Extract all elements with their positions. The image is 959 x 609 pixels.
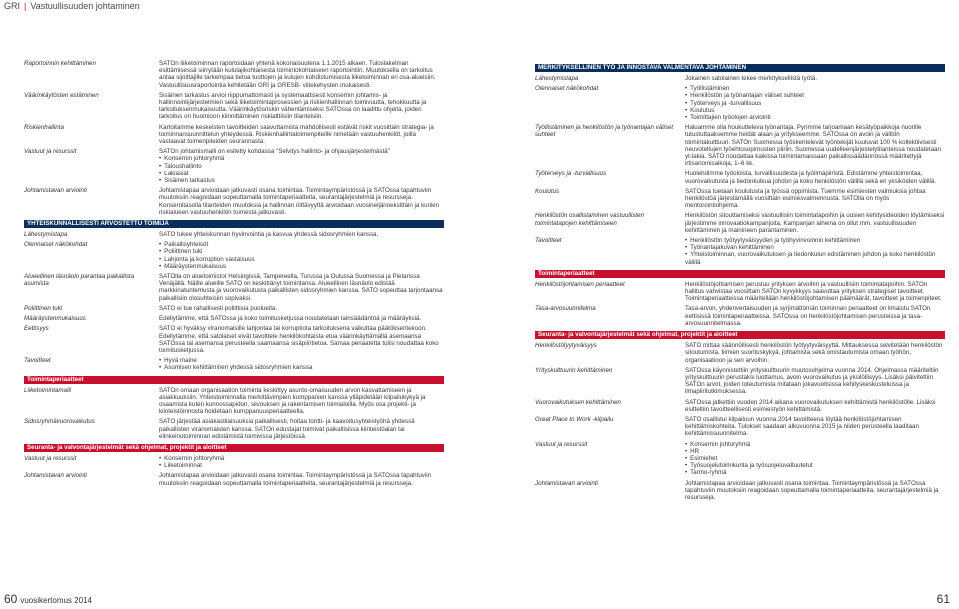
row-paragraph: Johtamistapaa arvioidaan jatkuvasti osana toimintaa. Toimintaympäristössä ja SATOssa tapahtuviin muutoksiin reagoidaan sopeuttamalla toimintaperiaatteita, seurantajärjestelmiä ja resursseja. <box>159 472 432 487</box>
section-band: YHTEISKUNNALLISESTI ARVOSTETTU TOIMIJA <box>24 220 444 228</box>
row-label: Sidosryhmävuorovaikutus <box>24 418 95 426</box>
row-label: Yrityskulttuurin kehittäminen <box>535 366 613 374</box>
row-paragraph: Jokainen satolainen tekee merkityksellistä työtä. <box>685 75 818 82</box>
row-text <box>159 418 444 440</box>
row-label: Vastuut ja resurssit <box>24 454 77 462</box>
row-text <box>159 273 444 302</box>
table-row <box>24 357 444 371</box>
row-label: Johtamistavan arviointi <box>535 479 598 487</box>
row-label: Henkilöstöjohtamisen periaatteet <box>535 280 625 288</box>
page-number: 61 <box>936 592 950 606</box>
section-band: Toimintaperiaatteet <box>24 376 444 384</box>
row-paragraph: SATOn omaan organisaation toiminta keskittyy asunto-omaisuuden arvon kasvattamiseen ja asiakkuuksiin. Yhteistoiminnalla merkittävimpien kumppanien kanssa ylläpidetään kilpailukykyä ja osaamista kuten kunnossapidon, siivouksen ja rakentamisen toimialoilla. Myös osa projekti- ja kiinteistöinnosta hoidetaan kumppanuusperiaatteella. <box>159 386 426 416</box>
section-band: Toimintaperiaatteet <box>535 270 945 278</box>
row-text <box>159 231 444 238</box>
bullet-list <box>685 441 945 477</box>
row-paragraph: Edellytämme, että SATOssa ja koko toimitusketjussa noudatetaan lainsäädäntöä ja määräyksiä. <box>159 315 422 323</box>
row-paragraph: SATOssa jatkettiin vuoden 2014 aikana vuorovaikutuksen kehittämistä henkilöstölle. Lisäksi esitteltiin tavoitteellisesti esimiestyön kehittämistä. <box>685 398 936 413</box>
row-label: Väärinkäytösten estäminen <box>24 91 99 99</box>
table-row <box>24 273 444 302</box>
row-label: Koulutus <box>535 187 560 195</box>
row-paragraph: SATO osallistui kilpailuun vuonna 2014 tavoitteena löytää henkilöstöjohtamisen kehittämiskohteita. Tulokset saadaan alkuvuonna 2015 ja niiden perusteella laaditaan kehittämissuunnitelma. <box>685 415 919 438</box>
table-row <box>24 92 444 121</box>
row-text <box>159 325 444 354</box>
row-label: Vastuut ja resurssit <box>535 440 588 448</box>
page-number: 60 <box>4 592 18 606</box>
row-text <box>685 124 945 167</box>
row-text <box>685 281 945 303</box>
row-text <box>685 237 945 266</box>
row-label: Raportoinnin kehittäminen <box>24 60 96 67</box>
row-paragraph: SATO ei hyväksy viranomaisille lahjontaa tai korruptiota tarkoituksena vaikuttaa päätöksentekoon. Edellytämme, että satolaiset eivät tavoittele henkilökohtaista etua väärinkäyttämällä asemaansa SATOssa tai asemansa perusteella saamaansa sisäpiiritietoa. Samaa periaatetta tulisi noudattaa koko toimitusketjussa. <box>159 325 439 354</box>
row-label: Lähestymistapa <box>535 75 579 82</box>
table-row <box>535 305 945 327</box>
row-paragraph: SATO järjestää asiakastilaisuuksia paikallisesti, hoitaa tontti- ja kaavoitusyhteistyöhä yhdessä paikallisten viranomaisten kanssa. SATOn edustajat toimivat paikallisissa kiinteistöalan tai elinkeinotoiminnan edistämistä toimivissa järjestöissä. <box>159 418 415 440</box>
row-paragraph: SATOn johtamismalli on esitetty kohdassa "Selvitys hallinto- ja ohjausjärjestelmästä" <box>159 148 390 156</box>
publication-name: vuosikertomus 2014 <box>20 596 92 605</box>
row-label: Poliittinen tuki <box>24 304 63 312</box>
row-label: Olennaiset näkökohdat <box>24 241 88 249</box>
row-text <box>159 241 444 270</box>
row-label: Tavoitteet <box>535 237 562 245</box>
bullet-list <box>685 85 945 121</box>
row-text <box>685 212 945 234</box>
list-item: • Lakiasiat <box>159 170 444 177</box>
row-label: Eettisyys <box>24 325 49 333</box>
row-text <box>685 416 945 438</box>
list-item: • Henkilöstön työtyytyväisyyden ja työhyvinvoinnin kehittäminen <box>685 237 945 244</box>
table-row <box>535 416 945 438</box>
section-band: Seuranta- ja valvontajärjestelmät sekä ohjelmat, projektit ja aloitteet <box>535 331 945 339</box>
row-label: Henkilöstötyytyväisyys <box>535 342 597 350</box>
table-row <box>535 75 945 82</box>
right-page <box>535 60 945 504</box>
row-paragraph: SATO mittaa säännöllisesti henkilöstön työtyytyväisyyttä. Mittauksessa selvitetään henkilöstön sitoutumista, tiimien suorituskykyä, johtamista sekä omistautumista omaan työhön, organisaatioon ja sen arvoihin. <box>685 342 943 364</box>
row-label: Tavoitteet <box>24 357 51 365</box>
row-text <box>685 305 945 327</box>
row-paragraph: SATOlla on aluetoimistot Helsingissä, Tampereella, Turussa ja Oulussa Suomessa ja Pietarissa Venäjällä. Näille alueille SATO on keskittänyt toimintansa. Alueellinen läsnäolo edistää markkinatuntemusta ja vuorovaikutusta paikallisten sidosryhmien kanssa. SATO sopeuttaa tarjontaansa paikallisiin olosuhteisiin sopivaksi. <box>159 273 443 302</box>
row-text <box>159 387 444 416</box>
row-paragraph: SATO tukee yhteiskunnan hyvinvointia ja kasvua yhdessä sidosryhmien kanssa. <box>159 231 379 239</box>
row-text <box>685 441 945 477</box>
row-paragraph: SATOn liiketoiminnan raportoidaan yhtenä kokonaisuutena 1.1.2015 alkaen. Tuloslakelman esittämisessä siirrytään kululajikohtaisesta toimintokohtaiseen raportointiin. Muutoksella on tarkoitus antaa sijoittajille tarkempaa tietoa tuottojen ja kulujen kohdistumisesta liiketoiminnan eri osa-alueisiin. Vastuullisuusraportointia kehitetään GRI ja GRESB- viitekehysten mukaisesti. <box>159 60 436 89</box>
table-row <box>535 170 945 184</box>
table-row <box>24 455 444 469</box>
row-text <box>685 170 945 184</box>
list-item: • Henkilöstön ja työnantajan väliset suhteet <box>685 92 945 99</box>
list-item: • Asumisen kehittäminen yhdessä sidosryhmien kanssa <box>159 364 444 371</box>
row-text <box>685 85 945 121</box>
brand: GRI <box>4 1 21 11</box>
bullet-list <box>159 357 444 371</box>
row-label: Määräystenmukaisuus <box>24 315 86 323</box>
row-label: Vastuut ja resurssit <box>24 148 77 156</box>
table-row <box>24 241 444 270</box>
row-label: Olennaiset näkökohdat <box>535 85 599 93</box>
table-row <box>535 188 945 210</box>
list-item: • Sisäinen tarkastus <box>159 177 444 184</box>
list-item: • Lahjonta ja korruption vastaisuus <box>159 256 444 263</box>
list-item: • Poliittinen tuki <box>159 248 444 255</box>
row-paragraph: Henkilöstön sitouttamiseksi vastuullisiin toimintatapoihin ja uusien kehitysideoiden löytämiseksi järjestimme innovaatiokampanjoita. Kampanjan aiheina on ollut mm. vastuullisuuden kehittäminen ja mainineen parantaminen. <box>685 212 945 234</box>
row-text <box>159 187 444 216</box>
row-paragraph: SATO ei tue rahallisesti poliittisia puolueita. <box>159 304 278 312</box>
table-row <box>24 418 444 440</box>
list-item: • Tarmo-ryhmä <box>685 469 945 476</box>
list-item: • Taloushallinto <box>159 163 444 170</box>
footer-right <box>937 592 953 606</box>
list-item: • Esimiehet <box>685 455 945 462</box>
row-label: Vuorovaikutuksen kehittäminen <box>535 398 621 406</box>
section-band: Seuranta- ja valvontajärjestelmät sekä ohjelmat, projektit ja aloitteet <box>24 444 444 452</box>
row-paragraph: Johtamistapaa arvioidaan jatkuvasti osana toimintaa. Toimintaympäristössä ja SATOssa tapahtuviin muutoksiin reagoidaan sopeuttamalla toimintaperiaatteita, seurantajärjestelmiä ja resursseja. Konsernitasolla tilanteiden muutoksia ja hallinnan riittävyyttä arvioidaan vuosineljänneksittäin ja kunkin riskialueen vastuuhenkilön toimesta jatkuvasti. <box>159 187 439 216</box>
row-text <box>685 399 945 413</box>
bullet-list <box>159 155 444 184</box>
row-paragraph: Tasa-arvon, yhdenvertaisuuden ja syrjimättömän toiminnan periaatteet on ilmaistu SATOn eettisissä toimintaperiaatteissa. SATOssa on henkilöstöjohtamisen perusteissa ja tasa-arvosuunnitelmassa. <box>685 305 931 327</box>
list-item: • Konsernin johtoryhmä <box>159 155 444 162</box>
row-label: Henkilöstön osallistaminen vastuullisten toimintatapojen kehittämiseen <box>535 212 645 227</box>
table-row <box>535 441 945 477</box>
list-item: • Koulutus <box>685 107 945 114</box>
row-text <box>159 455 444 469</box>
row-label: Työllistäminen ja henkilöstön ja työnantajan väliset suhteet <box>535 124 674 139</box>
table-row <box>24 148 444 184</box>
row-text <box>159 124 444 146</box>
row-paragraph: Kartoitamme keskeisten tavoitteiden saavuttamista mahdollisesti estävät riskit vuosittain strategia- ja toiminnansuunnittelun yhteydessä. Riskienhallintatoimenpiteille nimetään vastuuhenkilöt, joilla vastaavat toimenpiteiden seurannasta. <box>159 123 434 146</box>
bullet-list <box>159 241 444 270</box>
row-label: Great Place to Work -kilpailu <box>535 415 614 423</box>
table-row <box>24 315 444 322</box>
list-item: • Toimittajien työolojen arviointi <box>685 114 945 121</box>
row-text <box>159 315 444 322</box>
row-label: Riskienhallinta <box>24 123 64 131</box>
row-label: Liiketoimintamalli <box>24 386 72 394</box>
section-band: MERKITYKSELLINEN TYÖ JA INNOSTAVA VALMENTAVA JOHTAMINEN <box>535 64 945 72</box>
table-row <box>24 124 444 146</box>
table-row <box>535 480 945 502</box>
list-item: • Työnantajakuvan kehittäminen <box>685 244 945 251</box>
table-row <box>24 472 444 486</box>
list-item: • Työllistäminen <box>685 85 945 92</box>
table-row <box>24 305 444 312</box>
list-item: • Yhteistoiminnan, vuorovaikutuksen ja tiedonkulun edistäminen johdon ja koko henkilöstön välillä <box>685 251 945 265</box>
row-text <box>685 75 945 82</box>
row-text <box>685 188 945 210</box>
row-text <box>685 480 945 502</box>
row-text <box>685 342 945 364</box>
list-item: • Liiketoiminnat <box>159 462 444 469</box>
row-paragraph: Henkilöstöjohtamisen perustuu yrityksen arvoihin ja vastuullisiin toimintatapoihin. SATOn hallitus vahvistaa vuosittain SATOn kyvykkyys saavuttaa yrityksen strategiset tavoitteet. Toimintaperiaatteissa määritellään henkilöstöjohtamisen päämäärät, tavoitteet ja toimenpiteet. <box>685 280 942 303</box>
left-page <box>24 60 444 490</box>
row-label: Johtamistavan arviointi <box>24 187 87 195</box>
table-row <box>24 325 444 354</box>
row-text <box>159 305 444 312</box>
table-row <box>24 387 444 416</box>
row-label: Alueellinen läsnäolo parantaa paikallista asumista <box>24 273 135 288</box>
page-header: GRI | Vastuullisuuden johtaminen <box>4 1 140 11</box>
row-paragraph: Haluamme olla houkutteleva työnantaja. Pyrimme tarjoamaan kesätyöpaikkoja nuorille tutustuttaaksemme heidät alaan ja yritykseemme. SATOssa on avoin ja välitön toimintakulttuuri. SATOn Suomessa työskentelevät työntekijät kuuluvat 100 % kollektiivisesti neuvoteltujen työehtosopimusten piiriin. Suomessa uudelleenjärjestelytilanteissa noudatetaan yt-lakia. SATO noudattaa kaikissa toimintamaissaan paikallissäädännössä määritettyjä irtisanomisaikoja, 1–6 kk. <box>685 124 941 168</box>
row-text <box>159 148 444 184</box>
table-row <box>535 212 945 234</box>
table-row <box>535 85 945 121</box>
list-item: • Määräystenmukaisuus <box>159 263 444 270</box>
page-title: Vastuullisuuden johtaminen <box>30 1 140 11</box>
table-row <box>535 399 945 413</box>
row-paragraph: SATOssa käynnistettiin yrityskulttuurin muutosohjelma vuonna 2014. Ohjelmassa määriteltiin yrityskulttuurin perustaksi luottamus, avoin vuorovaikutus ja yksilöllisyys. Lisäksi päivitettiin SATOn arvot, joiden toteutumista mitataan jokavuotisissa kehityskeskusteluissa ja ilmapiiritutkimuksessa. <box>685 366 939 396</box>
table-row <box>24 231 444 238</box>
row-label: Johtamistavan arviointi <box>24 472 87 480</box>
list-item: • Paikallisyhteisöt <box>159 241 444 248</box>
row-paragraph: SATOssa tuetaan koulutusta ja työssä oppimista. Tuemme esimiesten valmiuksia johtaa henkilöstöä järjestämällä vuosittain esimiesvalmennusta. SATOlla on myös mentorointiohjelma. <box>685 187 926 210</box>
bullet-list <box>685 237 945 266</box>
row-paragraph: Sisäinen tarkastus arvioi riippumattomasti ja systemaattisesti konsernin johtamis- ja hallinnointijärjestelmien sekä liiketoimintaprosessien ja riskienhallinnan toimivuutta, tehokkuutta ja tarkoituksenmukaisuutta. Väärinkäytösriskin vähentämiseksi SATOssa on laadittu ohjeita, joiden tarkoitus on huomioon kiinnittäminen riskialttiisiin tilanteisiin. <box>159 91 427 121</box>
row-label: Työterveys ja -turvallisuus <box>535 170 607 178</box>
table-row <box>535 237 945 266</box>
list-item: • Työterveys ja -turvallisuus <box>685 100 945 107</box>
table-row <box>24 60 444 89</box>
table-row <box>535 124 945 167</box>
row-label: Tasa-arvosuunnitelma <box>535 305 596 313</box>
row-label: Lähestymistapa <box>24 231 68 239</box>
row-text <box>159 357 444 371</box>
list-item: • Konsernin johtoryhmä <box>159 455 444 462</box>
bullet-list <box>159 455 444 469</box>
list-item: • Konsernin johtoryhmä <box>685 441 945 448</box>
row-text <box>685 367 945 396</box>
table-row <box>535 342 945 364</box>
list-item: • Hyvä maine <box>159 357 444 364</box>
list-item: • HR <box>685 448 945 455</box>
table-row <box>535 281 945 303</box>
row-paragraph: Johtamistapaa arvioidaan jatkuvasti osana toimintaa. Toimintaympäristössä ja SATOssa tapahtuviin muutoksiin reagoidaan sopeuttamalla toimintaperiaatteita, seurantajärjestelmiä ja resursseja. <box>685 479 939 501</box>
row-paragraph: Huolehdimme työoloista, turvallisuudesta ja työilmapiiristä. Edistämme yhteistoimintaa, vuorovaikutusta ja tiedonkulkua johdon ja koko henkilöstön välillä sekä eri yksiköiden välillä. <box>685 170 937 185</box>
footer-left <box>4 592 92 606</box>
table-row <box>24 187 444 216</box>
table-row <box>535 367 945 396</box>
row-text <box>159 472 444 486</box>
row-text <box>159 60 444 89</box>
list-item: • Työsuojelutoimikunta ja työsuojeluvaltuutetut <box>685 462 945 469</box>
row-text <box>159 92 444 121</box>
